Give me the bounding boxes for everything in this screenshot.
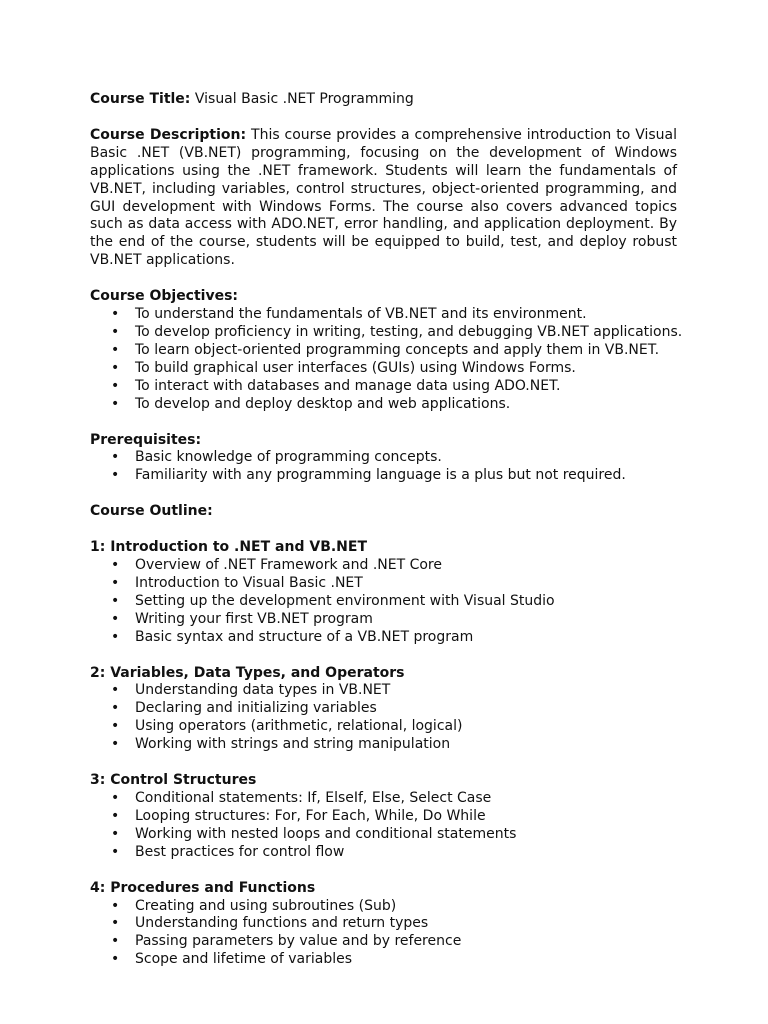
list-item: • To develop proficiency in writing, testing, and debugging VB.NET applications. xyxy=(90,324,677,342)
list-item: • Working with nested loops and conditional statements xyxy=(90,826,677,844)
spacer xyxy=(90,754,677,772)
list-item: • Understanding data types in VB.NET xyxy=(90,682,677,700)
module-4-list xyxy=(90,898,677,970)
spacer xyxy=(90,521,677,539)
course-description xyxy=(90,127,677,270)
list-item: • Working with strings and string manipulation xyxy=(90,736,677,754)
list-item: • To develop and deploy desktop and web applications. xyxy=(90,396,677,414)
module-3-title: 3: Control Structures xyxy=(90,772,257,789)
spacer xyxy=(90,109,677,127)
list-item: • Creating and using subroutines (Sub) xyxy=(90,898,677,916)
prerequisites-list xyxy=(90,449,677,485)
list-item: • Conditional statements: If, ElseIf, Else, Select Case xyxy=(90,790,677,808)
prerequisites-heading: Prerequisites: xyxy=(90,431,202,448)
module-1-list xyxy=(90,557,677,647)
course-title-value: Visual Basic .NET Programming xyxy=(194,91,414,107)
list-item: • Understanding functions and return types xyxy=(90,915,677,933)
list-item: • Setting up the development environment with Visual Studio xyxy=(90,593,677,611)
course-title-line xyxy=(90,91,677,109)
document-page xyxy=(90,91,683,969)
list-item: • Basic syntax and structure of a VB.NET program xyxy=(90,629,677,647)
course-title-label: Course Title: xyxy=(90,91,191,107)
list-item: • Basic knowledge of programming concepts. xyxy=(90,449,677,467)
module-2-title: 2: Variables, Data Types, and Operators xyxy=(90,664,405,681)
module-1-title: 1: Introduction to .NET and VB.NET xyxy=(90,539,368,556)
module-2-list xyxy=(90,682,677,754)
spacer xyxy=(90,485,677,503)
objectives-list xyxy=(90,306,683,413)
list-item: • Scope and lifetime of variables xyxy=(90,951,677,969)
list-item: • To interact with databases and manage data using ADO.NET. xyxy=(90,378,677,396)
list-item: • Using operators (arithmetic, relational, logical) xyxy=(90,718,677,736)
list-item: • Familiarity with any programming language is a plus but not required. xyxy=(90,467,677,485)
list-item: • Writing your first VB.NET program xyxy=(90,611,677,629)
spacer xyxy=(90,647,677,665)
spacer xyxy=(90,414,677,432)
spacer xyxy=(90,270,677,288)
objectives-heading: Course Objectives: xyxy=(90,288,239,305)
list-item: • Introduction to Visual Basic .NET xyxy=(90,575,677,593)
list-item: • To learn object-oriented programming concepts and apply them in VB.NET. xyxy=(90,342,677,360)
list-item: • To build graphical user interfaces (GUIs) using Windows Forms. xyxy=(90,360,677,378)
module-3-list xyxy=(90,790,677,862)
spacer xyxy=(90,862,677,880)
module-4-title: 4: Procedures and Functions xyxy=(90,879,316,896)
list-item: • Declaring and initializing variables xyxy=(90,700,677,718)
list-item: • Looping structures: For, For Each, While, Do While xyxy=(90,808,677,826)
course-description-text: This course provides a comprehensive introduction to Visual Basic .NET (VB.NET) programming, focusing on the development of Windows applications using the .NET framework. Students will learn the fundamentals of VB.NET, including variables, control structures, object-oriented programming, and GUI development with Windows Forms. The course also covers advanced topics such as data access with ADO.NET, error handling, and application deployment. By the end of the course, students will be equipped to build, test, and deploy robust VB.NET applications. xyxy=(90,126,677,269)
list-item: • Best practices for control flow xyxy=(90,844,677,862)
list-item: • Overview of .NET Framework and .NET Core xyxy=(90,557,677,575)
outline-heading: Course Outline: xyxy=(90,503,213,520)
list-item: • To understand the fundamentals of VB.NET and its environment. xyxy=(90,306,677,324)
course-description-label: Course Description: xyxy=(90,126,247,143)
list-item: • Passing parameters by value and by reference xyxy=(90,933,677,951)
